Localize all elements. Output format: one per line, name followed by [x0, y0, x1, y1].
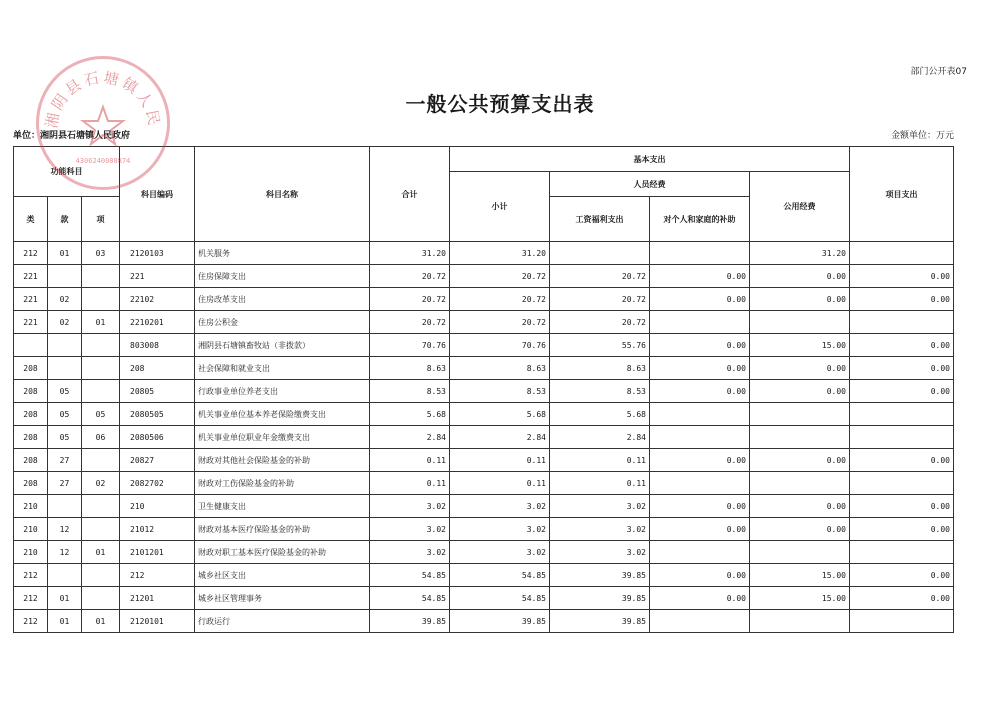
cell-name: 财政对职工基本医疗保险基金的补助	[195, 541, 370, 564]
header-family-subsidy: 对个人和家庭的补助	[650, 197, 750, 242]
cell-lei: 208	[14, 380, 48, 403]
cell-public: 15.00	[750, 334, 850, 357]
cell-wages: 3.02	[550, 541, 650, 564]
cell-wages: 20.72	[550, 288, 650, 311]
cell-total: 39.85	[370, 610, 450, 633]
table-row	[14, 334, 954, 357]
cell-public	[750, 426, 850, 449]
cell-xiang	[82, 495, 120, 518]
cell-code: 21012	[120, 518, 195, 541]
cell-xiang	[82, 587, 120, 610]
cell-subsidy	[650, 403, 750, 426]
cell-public: 0.00	[750, 495, 850, 518]
cell-subtotal: 31.20	[450, 242, 550, 265]
cell-project	[850, 610, 954, 633]
cell-subtotal: 8.63	[450, 357, 550, 380]
cell-name: 社会保障和就业支出	[195, 357, 370, 380]
cell-subtotal: 3.02	[450, 541, 550, 564]
cell-wages: 0.11	[550, 449, 650, 472]
cell-code: 2210201	[120, 311, 195, 334]
header-subject-name: 科目名称	[195, 147, 370, 242]
header-public-funds: 公用经费	[750, 172, 850, 242]
header-total: 合计	[370, 147, 450, 242]
cell-kuan: 01	[48, 242, 82, 265]
cell-subsidy: 0.00	[650, 334, 750, 357]
cell-kuan: 05	[48, 426, 82, 449]
table-row	[14, 587, 954, 610]
cell-public: 0.00	[750, 288, 850, 311]
cell-wages: 8.63	[550, 357, 650, 380]
cell-kuan: 27	[48, 472, 82, 495]
cell-total: 3.02	[370, 495, 450, 518]
cell-lei: 208	[14, 403, 48, 426]
cell-total: 0.11	[370, 472, 450, 495]
cell-wages: 0.11	[550, 472, 650, 495]
cell-project: 0.00	[850, 380, 954, 403]
table-row	[14, 380, 954, 403]
cell-subsidy: 0.00	[650, 518, 750, 541]
cell-total: 20.72	[370, 311, 450, 334]
cell-public: 15.00	[750, 587, 850, 610]
cell-xiang	[82, 357, 120, 380]
cell-subtotal: 54.85	[450, 587, 550, 610]
cell-subsidy	[650, 541, 750, 564]
header-lei: 类	[14, 197, 48, 242]
cell-code: 21201	[120, 587, 195, 610]
cell-code: 2080506	[120, 426, 195, 449]
cell-kuan: 01	[48, 587, 82, 610]
cell-project: 0.00	[850, 288, 954, 311]
cell-kuan	[48, 495, 82, 518]
cell-project	[850, 426, 954, 449]
cell-xiang: 06	[82, 426, 120, 449]
cell-lei: 212	[14, 564, 48, 587]
cell-wages	[550, 242, 650, 265]
cell-subsidy: 0.00	[650, 265, 750, 288]
cell-name: 城乡社区支出	[195, 564, 370, 587]
table-row	[14, 242, 954, 265]
cell-total: 3.02	[370, 518, 450, 541]
table-row	[14, 288, 954, 311]
cell-name: 城乡社区管理事务	[195, 587, 370, 610]
cell-name: 卫生健康支出	[195, 495, 370, 518]
cell-name: 住房公积金	[195, 311, 370, 334]
cell-xiang: 05	[82, 403, 120, 426]
cell-subsidy: 0.00	[650, 288, 750, 311]
cell-lei: 221	[14, 311, 48, 334]
header-subtotal: 小计	[450, 172, 550, 242]
cell-public: 15.00	[750, 564, 850, 587]
cell-code: 20805	[120, 380, 195, 403]
cell-name: 行政事业单位养老支出	[195, 380, 370, 403]
cell-code: 803008	[120, 334, 195, 357]
cell-subsidy: 0.00	[650, 587, 750, 610]
cell-public	[750, 472, 850, 495]
cell-project: 0.00	[850, 265, 954, 288]
cell-xiang	[82, 380, 120, 403]
budget-table	[13, 146, 954, 633]
cell-lei: 221	[14, 265, 48, 288]
table-row	[14, 610, 954, 633]
cell-kuan	[48, 357, 82, 380]
cell-project	[850, 472, 954, 495]
cell-kuan: 12	[48, 518, 82, 541]
cell-project: 0.00	[850, 449, 954, 472]
cell-public: 0.00	[750, 357, 850, 380]
unit-label: 单位：湘阴县石塘镇人民政府	[13, 131, 131, 141]
cell-code: 208	[120, 357, 195, 380]
cell-code: 2120103	[120, 242, 195, 265]
cell-public: 0.00	[750, 449, 850, 472]
doc-code: 部门公开表07	[910, 67, 967, 77]
cell-subtotal: 39.85	[450, 610, 550, 633]
table-row	[14, 495, 954, 518]
header-project-expenditure: 项目支出	[850, 147, 954, 242]
cell-subtotal: 0.11	[450, 472, 550, 495]
cell-lei: 212	[14, 587, 48, 610]
cell-xiang: 03	[82, 242, 120, 265]
cell-subsidy	[650, 242, 750, 265]
table-row	[14, 541, 954, 564]
cell-lei: 212	[14, 610, 48, 633]
cell-xiang	[82, 564, 120, 587]
cell-project: 0.00	[850, 357, 954, 380]
cell-name: 财政对其他社会保险基金的补助	[195, 449, 370, 472]
cell-project: 0.00	[850, 518, 954, 541]
cell-project: 0.00	[850, 587, 954, 610]
header-kuan: 款	[48, 197, 82, 242]
cell-name: 住房保障支出	[195, 265, 370, 288]
table-row	[14, 518, 954, 541]
cell-total: 20.72	[370, 288, 450, 311]
cell-subtotal: 3.02	[450, 518, 550, 541]
cell-xiang	[82, 334, 120, 357]
cell-code: 20827	[120, 449, 195, 472]
cell-kuan: 05	[48, 403, 82, 426]
cell-xiang: 01	[82, 311, 120, 334]
cell-project: 0.00	[850, 334, 954, 357]
cell-total: 54.85	[370, 564, 450, 587]
cell-kuan: 01	[48, 610, 82, 633]
cell-project	[850, 403, 954, 426]
cell-public	[750, 311, 850, 334]
cell-lei: 221	[14, 288, 48, 311]
cell-name: 行政运行	[195, 610, 370, 633]
cell-wages: 8.53	[550, 380, 650, 403]
cell-xiang	[82, 265, 120, 288]
seal-number: 4306240088874	[75, 157, 131, 165]
cell-project: 0.00	[850, 495, 954, 518]
cell-wages: 55.76	[550, 334, 650, 357]
cell-name: 财政对基本医疗保险基金的补助	[195, 518, 370, 541]
cell-subtotal: 2.84	[450, 426, 550, 449]
cell-subtotal: 8.53	[450, 380, 550, 403]
cell-kuan: 02	[48, 311, 82, 334]
cell-public	[750, 541, 850, 564]
cell-subsidy: 0.00	[650, 357, 750, 380]
cell-subsidy	[650, 472, 750, 495]
cell-public: 31.20	[750, 242, 850, 265]
cell-total: 8.63	[370, 357, 450, 380]
cell-wages: 2.84	[550, 426, 650, 449]
cell-lei: 210	[14, 541, 48, 564]
cell-total: 0.11	[370, 449, 450, 472]
cell-code: 2101201	[120, 541, 195, 564]
cell-kuan: 05	[48, 380, 82, 403]
cell-xiang	[82, 518, 120, 541]
cell-project	[850, 311, 954, 334]
header-xiang: 项	[82, 197, 120, 242]
cell-public	[750, 403, 850, 426]
cell-wages: 3.02	[550, 518, 650, 541]
cell-subtotal: 20.72	[450, 311, 550, 334]
cell-subsidy	[650, 311, 750, 334]
table-row	[14, 564, 954, 587]
cell-lei: 210	[14, 495, 48, 518]
cell-name: 住房改革支出	[195, 288, 370, 311]
cell-subtotal: 20.72	[450, 288, 550, 311]
cell-code: 2082702	[120, 472, 195, 495]
cell-total: 20.72	[370, 265, 450, 288]
amount-unit-label: 金额单位：万元	[890, 131, 954, 141]
header-function-subject: 功能科目	[14, 147, 120, 197]
cell-lei: 212	[14, 242, 48, 265]
header-basic-expenditure: 基本支出	[450, 147, 850, 172]
cell-xiang	[82, 449, 120, 472]
cell-code: 212	[120, 564, 195, 587]
table-row	[14, 449, 954, 472]
cell-subsidy	[650, 426, 750, 449]
cell-code: 2120101	[120, 610, 195, 633]
cell-name: 机关服务	[195, 242, 370, 265]
cell-wages: 5.68	[550, 403, 650, 426]
header-wages-welfare: 工资福利支出	[550, 197, 650, 242]
cell-lei: 208	[14, 472, 48, 495]
cell-name: 机关事业单位基本养老保险缴费支出	[195, 403, 370, 426]
table-row	[14, 472, 954, 495]
cell-lei: 210	[14, 518, 48, 541]
cell-kuan: 02	[48, 288, 82, 311]
cell-xiang	[82, 288, 120, 311]
cell-total: 70.76	[370, 334, 450, 357]
cell-subsidy	[650, 610, 750, 633]
cell-name: 机关事业单位职业年金缴费支出	[195, 426, 370, 449]
cell-kuan: 12	[48, 541, 82, 564]
table-row	[14, 403, 954, 426]
cell-public	[750, 610, 850, 633]
cell-public: 0.00	[750, 518, 850, 541]
cell-wages: 39.85	[550, 587, 650, 610]
cell-wages: 20.72	[550, 265, 650, 288]
cell-total: 3.02	[370, 541, 450, 564]
cell-subsidy: 0.00	[650, 495, 750, 518]
cell-total: 2.84	[370, 426, 450, 449]
cell-subtotal: 20.72	[450, 265, 550, 288]
cell-lei: 208	[14, 426, 48, 449]
cell-total: 31.20	[370, 242, 450, 265]
cell-project	[850, 242, 954, 265]
cell-name: 财政对工伤保险基金的补助	[195, 472, 370, 495]
cell-subtotal: 70.76	[450, 334, 550, 357]
cell-subtotal: 54.85	[450, 564, 550, 587]
cell-xiang: 01	[82, 610, 120, 633]
cell-code: 210	[120, 495, 195, 518]
cell-subsidy: 0.00	[650, 564, 750, 587]
table-row	[14, 357, 954, 380]
cell-subsidy: 0.00	[650, 449, 750, 472]
cell-kuan	[48, 564, 82, 587]
cell-kuan	[48, 334, 82, 357]
cell-subtotal: 3.02	[450, 495, 550, 518]
cell-name: 湘阴县石塘镇畜牧站（非拨款）	[195, 334, 370, 357]
cell-wages: 39.85	[550, 610, 650, 633]
cell-wages: 39.85	[550, 564, 650, 587]
cell-public: 0.00	[750, 380, 850, 403]
cell-total: 8.53	[370, 380, 450, 403]
cell-project: 0.00	[850, 564, 954, 587]
cell-wages: 3.02	[550, 495, 650, 518]
cell-xiang: 02	[82, 472, 120, 495]
cell-xiang: 01	[82, 541, 120, 564]
cell-project	[850, 541, 954, 564]
cell-total: 54.85	[370, 587, 450, 610]
seal-text: 湘阴县石塘镇人民	[42, 68, 164, 130]
cell-code: 221	[120, 265, 195, 288]
table-row	[14, 426, 954, 449]
cell-subtotal: 0.11	[450, 449, 550, 472]
cell-total: 5.68	[370, 403, 450, 426]
cell-subtotal: 5.68	[450, 403, 550, 426]
cell-wages: 20.72	[550, 311, 650, 334]
cell-lei: 208	[14, 357, 48, 380]
header-subject-code: 科目编码	[120, 147, 195, 242]
cell-public: 0.00	[750, 265, 850, 288]
cell-code: 22102	[120, 288, 195, 311]
cell-kuan	[48, 265, 82, 288]
page-title: 一般公共预算支出表	[405, 92, 595, 116]
cell-kuan: 27	[48, 449, 82, 472]
cell-lei	[14, 334, 48, 357]
cell-subsidy: 0.00	[650, 380, 750, 403]
table-row	[14, 265, 954, 288]
cell-lei: 208	[14, 449, 48, 472]
header-personnel-funds: 人员经费	[550, 172, 750, 197]
cell-code: 2080505	[120, 403, 195, 426]
table-row	[14, 311, 954, 334]
